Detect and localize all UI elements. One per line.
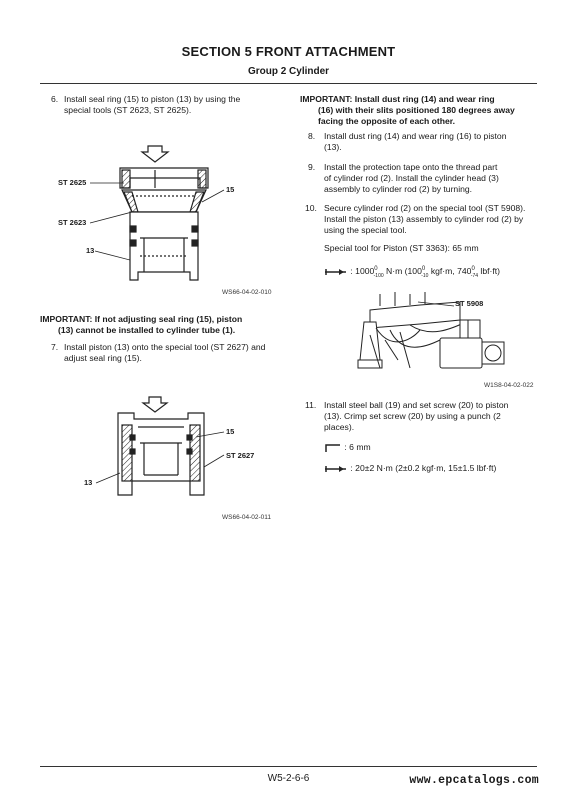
figure-caption: WS66-04-02-010 bbox=[222, 289, 272, 296]
important-note-left bbox=[40, 314, 290, 336]
step-line: adjust seal ring (15). bbox=[64, 353, 142, 364]
figure-caption: W1S8-04-02-022 bbox=[484, 382, 534, 389]
special-tool-text: Special tool for Piston (ST 3363): 65 mm bbox=[324, 243, 479, 253]
important-note-right bbox=[300, 94, 540, 128]
label-15: 15 bbox=[226, 427, 235, 436]
down-arrow-icon bbox=[143, 397, 167, 412]
step-line: Install seal ring (15) to piston (13) by using the bbox=[64, 94, 241, 104]
header-divider bbox=[40, 83, 537, 84]
note-line: (16) with their slits positioned 180 degrees away bbox=[318, 105, 515, 116]
page-title: SECTION 5 FRONT ATTACHMENT bbox=[181, 44, 396, 59]
label-15: 15 bbox=[226, 185, 235, 194]
step-line: Install piston (13) onto the special tool (ST 2627) and bbox=[64, 342, 266, 352]
step-number: 8. bbox=[308, 131, 316, 141]
footer-divider bbox=[40, 766, 537, 767]
step-number: 11. bbox=[305, 400, 317, 410]
step-line: Install steel ball (19) and set screw (20) to piston bbox=[324, 400, 509, 410]
label-13: 13 bbox=[86, 246, 95, 255]
step-line: Install dust ring (14) and wear ring (16) to piston bbox=[324, 131, 507, 141]
figure-piston-on-tool bbox=[40, 395, 290, 505]
step-number: 7. bbox=[51, 342, 59, 352]
hex-wrench-spec: : 6 mm bbox=[324, 442, 371, 453]
torque-wrench-icon bbox=[324, 268, 348, 276]
down-arrow-icon bbox=[142, 146, 168, 162]
step-line: (13). bbox=[324, 142, 342, 153]
step-line: using the special tool. bbox=[324, 225, 407, 236]
torque-spec-2: : 20±2 N·m (2±0.2 kgf·m, 15±1.5 lbf·ft) bbox=[324, 463, 496, 474]
note-line: IMPORTANT: If not adjusting seal ring (15), piston bbox=[40, 314, 243, 324]
step-number: 6. bbox=[51, 94, 59, 104]
page-subtitle: Group 2 Cylinder bbox=[247, 66, 330, 77]
figure-special-tool-st5908 bbox=[350, 280, 550, 380]
label-st2627: ST 2627 bbox=[226, 451, 255, 460]
label-13: 13 bbox=[84, 478, 93, 487]
step-line: Install the protection tape onto the thread part bbox=[324, 162, 498, 172]
step-line: (13). Crimp set screw (20) by using a punch (2 bbox=[324, 411, 501, 422]
step-line: assembly to cylinder rod (2) by turning. bbox=[324, 184, 473, 195]
watermark: www.epcatalogs.com bbox=[409, 774, 539, 787]
step-line: special tools (ST 2623, ST 2625). bbox=[64, 105, 192, 116]
note-line: facing the opposite of each other. bbox=[318, 116, 456, 127]
figure-caption: WS66-04-02-011 bbox=[222, 514, 272, 521]
step-number: 9. bbox=[308, 162, 316, 172]
step-line: Secure cylinder rod (2) on the special tool (ST 5908). bbox=[324, 203, 526, 213]
step-line: places). bbox=[324, 422, 355, 433]
hex-wrench-icon bbox=[324, 443, 342, 453]
torque-wrench-icon bbox=[324, 465, 348, 473]
page-number: W5-2-6-6 bbox=[267, 773, 310, 784]
label-st2625: ST 2625 bbox=[58, 178, 87, 187]
torque-spec-1: : $1000^0_{-100}$ N·m ($100^0_{-10}$ kgf·m, $740^0_{-74}$ lbf·ft) bbox=[324, 264, 500, 282]
step-line: of cylinder rod (2). Install the cylinder head (3) bbox=[324, 173, 499, 184]
step-line: Install the piston (13) assembly to cylinder rod (2) by bbox=[324, 214, 524, 225]
step-number: 10. bbox=[305, 203, 317, 213]
label-st5908: ST 5908 bbox=[455, 299, 484, 308]
label-st2623: ST 2623 bbox=[58, 218, 87, 227]
note-line: IMPORTANT: Install dust ring (14) and wear ring bbox=[300, 94, 495, 104]
note-line: (13) cannot be installed to cylinder tube (1). bbox=[58, 325, 236, 336]
